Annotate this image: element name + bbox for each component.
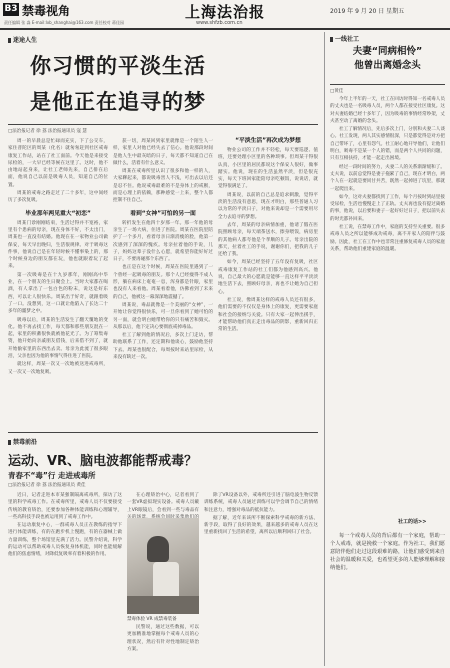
sidebar-section-sign: 社工的话>> — [398, 519, 427, 525]
paragraph: 每一个戒毒人员的背后都有一个家庭，帮助一个人戒毒，就是挽救一个家庭。作为社工，我们愿意陪伴他们走过这段艰难的路，让他们感受到来自社会的温暖和关爱，也希望更多的人能够理解和接纳他们。 — [330, 533, 445, 571]
paragraph: 转折发生在他四十岁那一年。那一年他的母亲生了一场大病，住进了医院。周某在医院里陪护了一个多月，看着母亲日渐消瘦的脸，他第一次感到了深深的愧疚。母亲拉着他的手说，儿子，妈妈这辈子没什么心愿，就希望你能好好过日子，不要再碰那个东西了。 — [113, 220, 213, 263]
photo-shape — [127, 596, 199, 614]
paragraph: 周某的戒毒之路走过了二十多年，这中间经历了多次复吸。 — [8, 191, 108, 204]
second-kicker: 禁毒前沿 — [8, 437, 37, 446]
person-photo-shape — [147, 536, 169, 562]
paragraph: 据了解，近年来该所不断探索科学戒毒的新方法、新手段，取得了良好的效果，越来越多的戒毒人员在这里重新找回了生活的希望，离所以后顺利回归了社会。 — [204, 515, 318, 536]
second-column-1 — [8, 492, 122, 666]
sidebar-rule — [330, 84, 445, 85]
second-column-2b — [127, 624, 199, 666]
newspaper-url: www.shfzb.com.cn — [196, 20, 243, 26]
sidebar-column — [330, 96, 445, 516]
sidebar-headline-line1: 夫妻“同病相怜” — [352, 46, 423, 57]
sidebar-column-2 — [330, 532, 445, 666]
paragraph: 如今，周某已经坚持了五年没有复吸，社区戒毒康复工作站的社工们都为他感到高兴。他说，自己最大的心愿就是能够一直这样平平淡淡地生活下去，照顾好母亲，再也不让她为自己担心。 — [218, 260, 318, 295]
paragraph: 除了VR设备以外，戒毒所还引进了脑电波生物反馈训练系统，戒毒人员通过训练可以学会调节自己的情绪和注意力，增强对毒品的抵抗能力。 — [204, 493, 318, 513]
feature-byline: □法治报记者 徐 荔 法治报通讯员 寇 慧 — [8, 129, 87, 134]
second-byline: □法治报记者 徐 荔 法治报通讯员 黄佳 — [8, 483, 86, 488]
paragraph: 周某在戒毒所里认识了很多和他一样的人，大家聊起来，都说吸毒害人不浅，可出去以后还是忍不住。他说戒毒最难的不是身体上的戒断，而是心理上的依赖，那种感觉一上来，整个人都控制不住自己。 — [113, 169, 213, 204]
feature-column-3 — [218, 132, 318, 430]
second-column-3 — [204, 492, 318, 666]
paragraph: 社工说，像周某这样的戒毒人员还有很多，他们需要的不仅仅是身体上的康复，更需要家庭和社会的接纳与关爱。只有大家一起伸出援手，才能帮助他们真正走出毒品的阴影，重新回归正常的生活。 — [218, 297, 318, 333]
paragraph: 在运动康复中心，一群戒毒人员正在教练的指导下进行体能训练，有的在跑步机上慢跑，有的在器械上做力量训练，整个场馆里充满了活力。民警介绍说，科学的运动可以帮助戒毒人员恢复身体机能，同时也能缓解他们的焦虑情绪，对降低复吸率有着积极的作用。 — [8, 523, 122, 558]
feature-column-2 — [113, 138, 213, 430]
sidebar-kicker: 一线社工 — [330, 34, 359, 43]
paragraph: 今年上半年的一天，社工在回访时得知一名戒毒人员的丈夫也是一名吸毒人员，两个人都在接受社区康复。这对夫妻结婚已经十多年了，因为吸毒的事情经常吵架，丈夫甚至动了离婚的念头。 — [330, 97, 445, 124]
paragraph: 也正是在这个时候，周某在医院里遇到了一个曾经一起吸毒的朋友。那个人已经瘦得不成人形，躺在病床上奄奄一息，浑身都是针眼，家里也没有人来看他。周某看着他，仿佛看到了未来的自己，他被这一幕深深地震撼了。 — [113, 265, 213, 300]
second-headline: 运动、VR、脑电波都能帮戒毒？ — [8, 454, 198, 469]
feature-headline-line2: 是他正在追寻的梦 — [30, 90, 206, 114]
column-divider — [324, 32, 325, 666]
section-rule — [8, 432, 318, 433]
section-title: 禁毒视角 — [22, 4, 71, 18]
masthead — [0, 0, 450, 30]
paragraph: 民警说，通过这些数据，可以更加精准地掌握每个戒毒人员的心理状况，然后有针对性地制定矫治方案。 — [127, 625, 199, 652]
sidebar-byline: □黄佳 — [330, 89, 344, 94]
paragraph: 社工了解情况后，先后多次上门，分别和夫妻二人谈心。社工发现，两人其实感情很深，只是都觉得是对方把自己带坏了，心里有怨气。社工耐心地开导他们，让他们明白，吸毒不是某一个人的错，而是两个人共同的问题，只有互相扶持，才能一起走出困境。 — [330, 127, 445, 162]
paragraph: 就这样，周某一次又一次地被送进戒毒所，又一次又一次地复吸。 — [8, 362, 108, 375]
feature-headline-line1: 你习惯的平淡生活 — [30, 54, 206, 78]
paragraph: 经过一段时间的努力，夫妻二人的关系渐渐缓和了。丈夫说，以前总觉得是妻子拖累了自己，现在才明白，两个人在一起就是要同甘共苦，既然一起掉进了坑里，那就一起爬出来。 — [330, 164, 445, 192]
paragraph: 如今，这对夫妻都找到了工作，每个月按时到站里接受尿检，生活也慢慢走上了正轨。丈夫再也没有提过离婚的事，他说，以后要和妻子一起好好过日子，把以前失去的时光都补回来。 — [330, 194, 445, 222]
editor-credits: 责任编辑 张 淼 E-mail:lxb_shanghai@163.com 责任校对 蒋佳园 — [4, 20, 124, 25]
paragraph: 社工说，在禁毒工作中，家庭的支持至关重要。很多戒毒人员之所以能够成功戒毒，离不开家人的陪伴与鼓励。因此，社工在工作中也非常注重修复戒毒人员的家庭关系，帮助他们重建家庭的温暖。 — [330, 225, 445, 252]
feature-kicker: 迷途人生 — [8, 35, 37, 44]
paragraph: 周某说，毒品就像是一个美丽的“女神”，一开始让你觉得很快乐，可一旦你看到了她可怕的另一面，就会明白她带给你的只有痛苦和毁灭。从那以后，他下定决心要彻底戒掉毒品。 — [113, 302, 213, 330]
paragraph: 在心理矫治中心，记者看到了一套VR虚拟现实设备。戒毒人员戴上VR眼镜后，会看到一些与毒品有 — [127, 493, 199, 513]
issue-date: 2019 年 9 月 20 日 星期五 — [330, 8, 405, 15]
paragraph: 物业公司的工作并不轻松，每天要巡逻、值班，还要处理小区里的各种琐事。但周某干得很认真，小区里的居民都说这个保安人很好，做事踏实。他说，现在的生活虽然平淡，但是很充实，每天下班回家能陪母亲吃顿饭，说说话，就觉得很满足了。 — [218, 148, 318, 190]
second-subheadline: 青春不“毒”行 走进戒毒所 — [8, 471, 96, 480]
section-subhead: 毕业那年两见重大“初恋” — [25, 210, 91, 217]
paragraph: 第一次吸毒是在十九岁那年，刚刚高中毕业，在一个朋友的生日聚会上。当时大家都在喝酒，有人拿出了一包白色的粉末，说这是好东西，可以让人很快乐。周某出于好奇，就跟着吸了一口。没想到，这一口就让他陷入了长达二十多年的噩梦之中。 — [8, 272, 108, 315]
vr-photo — [127, 518, 199, 614]
paragraph: 周某门诊刚刚结束，生活过得并不宽裕，家里有个患病的母亲，现在身体不好，不太出门，周某也一直没有结婚。他现在在一家物业公司做保安，每天早出晚归，生活很规律。对于吸毒这件事，他说自己是在年轻时候不懂事染上的，那个时候身边的朋友都在玩，他也就跟着玩了起来。 — [8, 220, 108, 270]
second-column-2 — [127, 492, 199, 516]
paragraph: 近日，记者走进本市某强制隔离戒毒所，探访了这里的科学戒毒工作。在戒毒所里，戒毒人员不仅要接受传统的教育矫治，还要参加各种体能训练和心理辅导，一些高科技手段也被运用到了戒毒工作中。 — [8, 493, 122, 520]
headline-rule — [8, 124, 318, 125]
section-subhead: 看到“女神”可怕的另一面 — [130, 210, 196, 217]
paragraph: 去年，周某的母亲病情加重，他请了假在医院照顾母亲，每天端茶送水，擦身喂饭，病房里的其他病人都夸他是个孝顺的儿子。母亲出院的那天，拉着社工的手说，谢谢你们，把我的儿子还给了我。 — [218, 222, 318, 258]
feature-column-1 — [8, 138, 108, 430]
paragraph: 周一的早晨总是忙碌而充实，下了公交车，家住普陀区的周某（化名）就匆匆赶到社区戒毒康复工作站，站在了社工面前。今天他是来接受尿检的，一大早已经等候在这里了。这时，他不由地站起身来，让社工老师先来，自己排在后面，他说自己以前是吸毒人员，知道自己的位置。 — [8, 139, 108, 188]
paragraph: 周某说，以前的自己总是追求刺激，觉得平淡的生活没有意思，现在才明白，那些普通人习以为常的平淡日子，对他来说却是一个需要用尽全力去追寻的梦想。 — [218, 192, 318, 220]
sidebar-headline — [330, 45, 445, 73]
paragraph: 获一切，周某回到家里就像是一个陌生人一样，家里人对他已经失去了信心。他说那段时间是他人生中最灰暗的日子，每天都不知道自己在做什么，活着有什么意义。 — [113, 139, 213, 166]
newspaper-logo: 上海法治报 — [185, 3, 266, 21]
paragraph: 吸毒以后，周某的生活发生了翻天覆地的变化。他不再去找工作，每天都和那些朋友混在一起，家里的积蓄很快就被他花光了。为了筹集毒资，他开始向亲戚朋友借钱，后来借不到了，就开始偷家里的东西出去卖。母亲为此流了很多眼泪，父亲也因为他的事情气得住进了医院。 — [8, 317, 108, 360]
paragraph: 社工了解到他的情况后，多次上门走访，帮助他联系了工作，还定期和他谈心，鼓励他坚持下去。周某也很配合，每周按时来站里尿检，从来没有缺过一次。 — [113, 333, 213, 361]
section-subhead: “平淡生活”再次成为梦想 — [235, 138, 301, 144]
photo-caption: 禁毒体验 VR 成禁毒装备 — [127, 617, 177, 622]
sidebar-headline-line2: 他曾出离婚念头 — [354, 60, 421, 71]
page-number: B3 — [4, 4, 18, 14]
